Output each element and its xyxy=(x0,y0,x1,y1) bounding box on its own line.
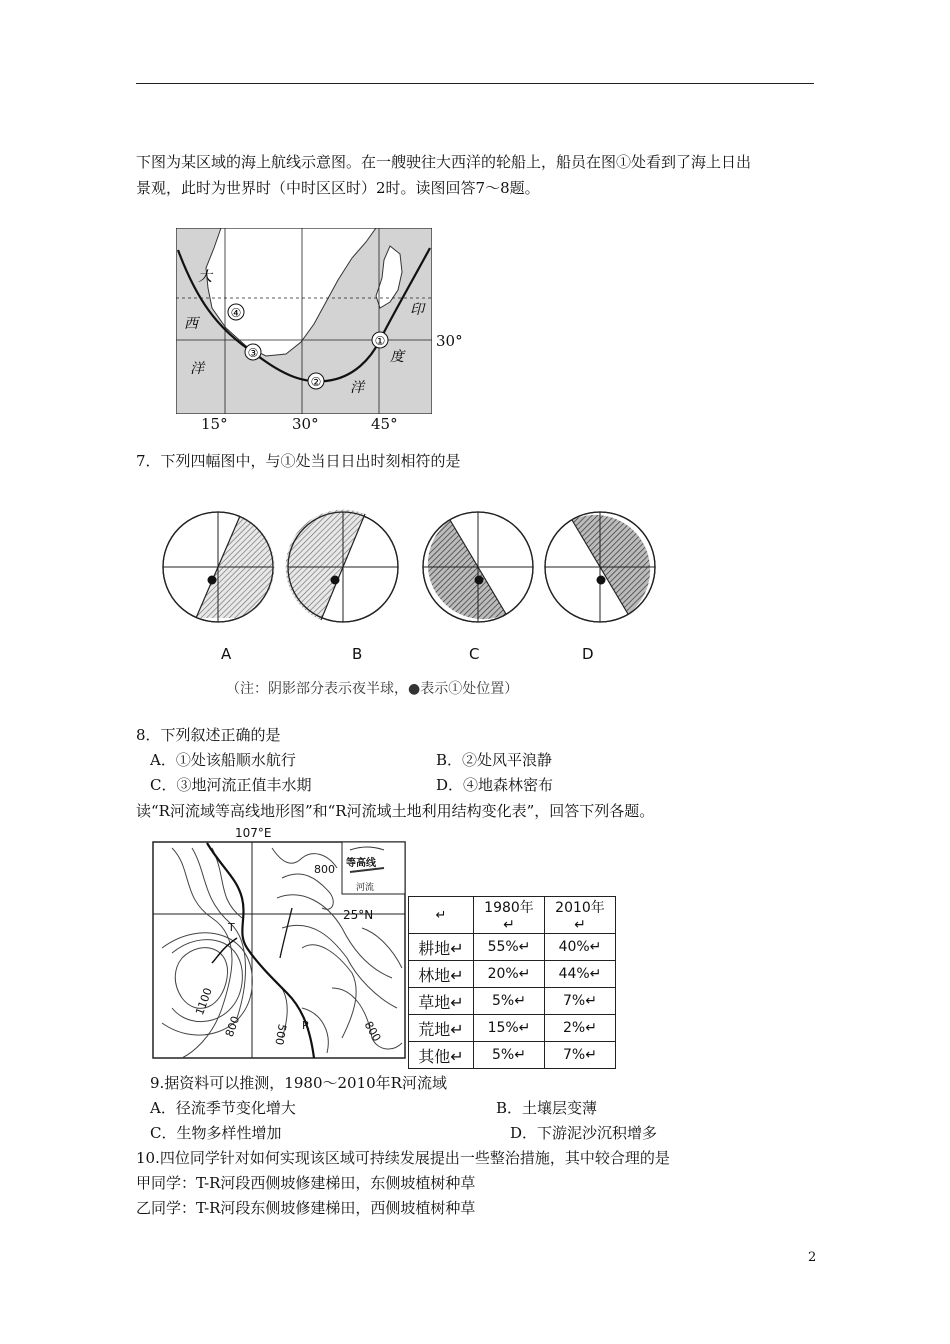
table-header-row xyxy=(409,897,616,934)
point-4: ④ xyxy=(230,306,242,320)
table-header-cell: 2010年↵ xyxy=(545,897,616,934)
table-row xyxy=(409,988,616,1015)
diagram-a xyxy=(163,512,274,622)
q7-option-a: A xyxy=(221,645,232,663)
ocean-label-indian-3: 洋 xyxy=(350,380,364,396)
page-number: 2 xyxy=(808,1250,817,1265)
contour-label-1100: 1100 xyxy=(193,986,215,1017)
table-cell: 7%↵ xyxy=(545,988,616,1015)
q8-option-c: C．③地河流正值丰水期 xyxy=(150,776,312,794)
intro-line-1: 下图为某区域的海上航线示意图。在一艘驶往大西洋的轮船上，船员在图①处看到了海上日出 xyxy=(136,153,752,171)
map2-lon-label: 107°E xyxy=(235,826,272,840)
table-cell: 2%↵ xyxy=(545,1015,616,1042)
point-r: R xyxy=(302,1019,310,1032)
header-rule xyxy=(136,83,814,84)
q8-option-b: B．②处风平浪静 xyxy=(436,751,553,769)
q9-option-c: C．生物多样性增加 xyxy=(150,1124,282,1142)
q7-diagrams xyxy=(160,500,660,625)
contour-label-500: 500 xyxy=(272,1023,289,1046)
q8-option-d: D．④地森林密布 xyxy=(436,776,554,794)
point-2: ② xyxy=(310,375,322,389)
map1-lon-45: 45° xyxy=(371,415,398,433)
map1-lon-30: 30° xyxy=(292,415,319,433)
table-cell: 44%↵ xyxy=(545,961,616,988)
contour-label-800-b: 800 xyxy=(222,1014,243,1039)
table-header-cell: ↵ xyxy=(409,897,474,934)
ocean-label-atlantic-1: 大 xyxy=(198,269,212,285)
q9-stem: 9.据资料可以推测，1980～2010年R河流域 xyxy=(150,1074,447,1092)
intro-line-2: 景观，此时为世界时（中时区区时）2时。读图回答7～8题。 xyxy=(136,179,540,197)
q7-option-b: B xyxy=(352,645,363,663)
land-use-table xyxy=(408,896,616,1069)
q7-option-d: D xyxy=(582,645,594,663)
legend-contour: 等高线 xyxy=(346,858,376,869)
table-header-cell: 1980年↵ xyxy=(474,897,545,934)
point-t: T xyxy=(228,921,235,934)
table-cell: 55%↵ xyxy=(474,934,545,961)
q9-option-b: B．土壤层变薄 xyxy=(496,1099,598,1117)
diagram-d xyxy=(545,512,655,622)
point-1: ① xyxy=(374,334,386,348)
q8-option-a: A．①处该船顺水航行 xyxy=(150,751,296,769)
diagram-c xyxy=(423,512,533,622)
q8-stem: 8．下列叙述正确的是 xyxy=(136,726,281,744)
legend-river: 河流 xyxy=(356,883,375,893)
ocean-label-indian-2: 度 xyxy=(390,349,404,365)
map2-lat-label: 25°N xyxy=(343,908,374,922)
q7-note: （注：阴影部分表示夜半球，●表示①处位置） xyxy=(226,681,519,697)
q10-jia: 甲同学：T-R河段西侧坡修建梯田，东侧坡植树种草 xyxy=(136,1174,476,1192)
q10-yi: 乙同学：T-R河段东侧坡修建梯田，西侧坡植树种草 xyxy=(136,1199,476,1217)
table-row xyxy=(409,934,616,961)
q7-option-c: C xyxy=(469,645,480,663)
table-cell: 15%↵ xyxy=(474,1015,545,1042)
contour-label-800-c: 800 xyxy=(361,1019,384,1044)
ocean-label-atlantic-2: 西 xyxy=(184,316,198,332)
intro2: 读“R河流域等高线地形图”和“R河流域土地利用结构变化表”，回答下列各题。 xyxy=(136,802,655,820)
point-3: ③ xyxy=(247,346,259,360)
map1-lon-15: 15° xyxy=(201,415,228,433)
table-cell: 20%↵ xyxy=(474,961,545,988)
table-cell: 7%↵ xyxy=(545,1042,616,1069)
q7-stem: 7．下列四幅图中，与①处当日日出时刻相符的是 xyxy=(136,452,461,470)
table-cell: 40%↵ xyxy=(545,934,616,961)
table-row xyxy=(409,961,616,988)
q9-option-a: A．径流季节变化增大 xyxy=(150,1099,296,1117)
table-cell: 5%↵ xyxy=(474,1042,545,1069)
table-row xyxy=(409,1015,616,1042)
contour-label-800-a: 800 xyxy=(314,863,335,876)
table-cell: 林地↵ xyxy=(409,961,474,988)
q10-stem: 10.四位同学针对如何实现该区域可持续发展提出一些整治措施，其中较合理的是 xyxy=(136,1149,670,1167)
table-cell: 其他↵ xyxy=(409,1042,474,1069)
ocean-label-indian-1: 印 xyxy=(410,302,424,318)
sea-route-map xyxy=(176,228,432,414)
table-cell: 草地↵ xyxy=(409,988,474,1015)
table-cell: 耕地↵ xyxy=(409,934,474,961)
ocean-label-atlantic-3: 洋 xyxy=(190,361,204,377)
table-row xyxy=(409,1042,616,1069)
q9-option-d: D．下游泥沙沉积增多 xyxy=(510,1124,658,1142)
table-cell: 荒地↵ xyxy=(409,1015,474,1042)
map1-lat-label: 30° xyxy=(436,332,463,350)
diagram-b xyxy=(286,510,398,622)
table-cell: 5%↵ xyxy=(474,988,545,1015)
